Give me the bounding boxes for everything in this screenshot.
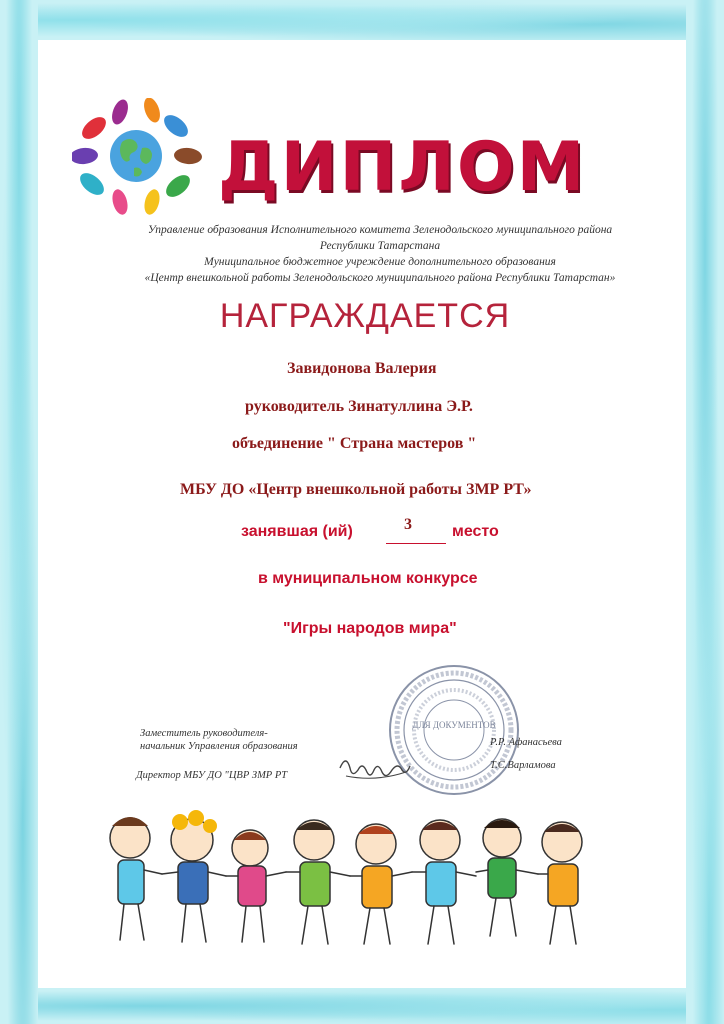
child-2 (162, 810, 226, 942)
place-value: 3 (404, 516, 412, 533)
stamp-text: ДЛЯ ДОКУМЕНТОВ (412, 720, 496, 730)
leader-name: руководитель Зинатуллина Э.Р. (245, 398, 473, 415)
child-8 (538, 822, 582, 944)
globe-hands-logo (72, 98, 202, 218)
child-1 (110, 817, 162, 940)
director-title: Директор МБУ ДО "ЦВР ЗМР РТ (136, 770, 288, 781)
diploma-title: ДИПЛОМ (218, 128, 587, 207)
child-6 (412, 820, 476, 944)
place-suffix: место (452, 523, 499, 540)
org-line-2: Республики Татарстана (319, 240, 441, 252)
frame-left (0, 0, 38, 1024)
child-7 (476, 819, 538, 936)
children-illustration (100, 810, 620, 970)
institution-name: МБУ ДО «Центр внешкольной работы ЗМР РТ» (180, 481, 532, 498)
frame-bottom (0, 988, 724, 1024)
frame-right (686, 0, 724, 1024)
deputy-title-2: начальник Управления образования (140, 741, 298, 752)
contest-line: в муниципальном конкурсе (258, 570, 478, 587)
director-name: Т.С.Варламова (490, 760, 556, 771)
recipient-name: Завидонова Валерия (287, 360, 437, 377)
child-5 (350, 824, 412, 944)
org-line-4: «Центр внешкольной работы Зеленодольского муниципального района Республики Татарстан» (144, 272, 616, 284)
org-line-3: Муниципальное бюджетное учреждение дополнительного образования (204, 256, 556, 268)
handwritten-signature (336, 750, 416, 786)
deputy-name: Р.Р. Афанасьева (490, 737, 562, 748)
child-4 (286, 820, 350, 944)
frame-top (0, 0, 724, 40)
contest-name: "Игры народов мира" (283, 620, 457, 637)
child-3 (226, 830, 286, 942)
org-line-1: Управление образования Исполнительного комитета Зеленодольского муниципального района (147, 224, 613, 236)
award-heading: НАГРАЖДАЕТСЯ (219, 297, 511, 335)
place-prefix: занявшая (ий) (241, 523, 353, 540)
place-blank (386, 523, 446, 544)
deputy-title-1: Заместитель руководителя- (140, 728, 268, 739)
association-name: объединение " Страна мастеров " (232, 435, 477, 452)
